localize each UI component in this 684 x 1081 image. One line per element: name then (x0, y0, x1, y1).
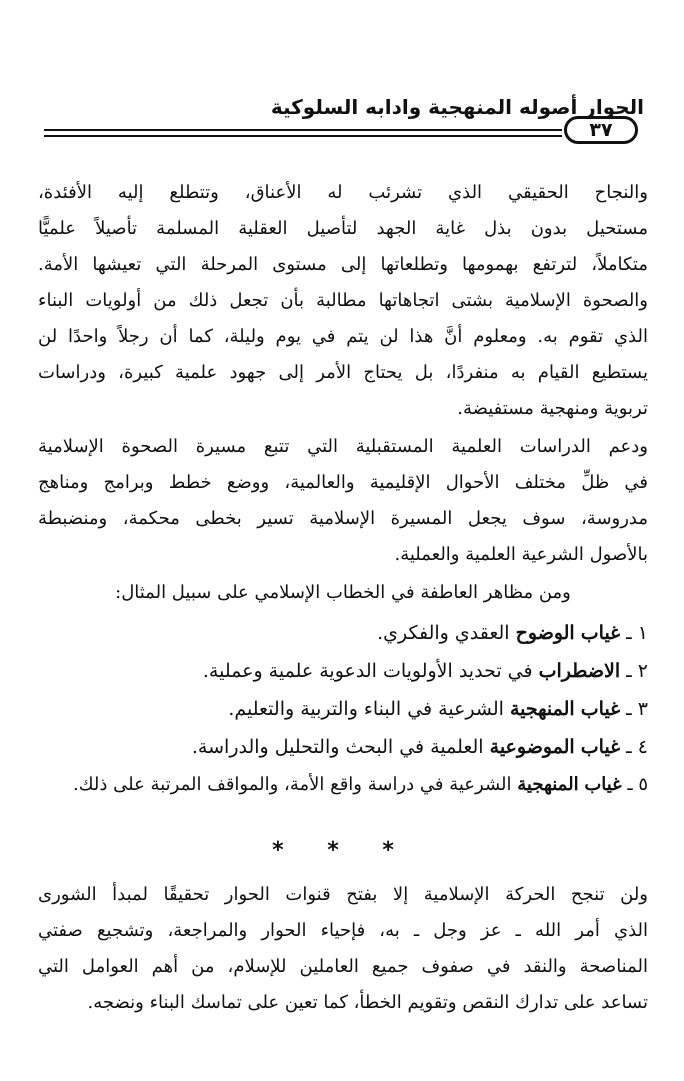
text-line: في ظلِّ مختلف الأحوال الإقليمية والعالمية، ووضع خطط وبرامج ومناهج (38, 472, 648, 493)
list-item: ٢ ـ الاضطراب في تحديد الأولويات الدعوية علمية وعملية. (202, 660, 648, 682)
text-line: متكاملاً، لترتفع بهمومها وتطلعاتها إلى مستوى المرحلة التي تعيشها الأمة. (38, 254, 648, 275)
list-item: ١ ـ غياب الوضوح العقدي والفكري. (377, 622, 648, 644)
section-separator: * * * (272, 838, 412, 863)
list-item: ٥ ـ غياب المنهجية الشرعية في دراسة واقع الأمة، والمواقف المرتبة على ذلك. (73, 774, 648, 795)
rule-line-top (44, 129, 562, 131)
text-line: مدروسة، سوف يجعل المسيرة الإسلامية تسير بخطى محكمة، ومنضبطة (38, 508, 648, 529)
text-line: بالأصول الشرعية العلمية والعملية. (394, 544, 648, 565)
list-intro: ومن مظاهر العاطفة في الخطاب الإسلامي على سبيل المثال: (115, 582, 571, 603)
text-line: والصحوة الإسلامية بشتى اتجاهاتها مطالبة بأن تجعل ذلك من أولويات البناء (38, 290, 648, 311)
list-item: ٣ ـ غياب المنهجية الشرعية في البناء والتربية والتعليم. (228, 698, 648, 720)
text-line: تربوية ومنهجية مستفيضة. (457, 398, 648, 419)
text-line: ودعم الدراسات العلمية المستقبلية التي تتبع مسيرة الصحوة الإسلامية (38, 436, 648, 457)
text-line: مستحيل بدون بذل غاية الجهد لتأصيل العقلية المسلمة تأصيلاً علميًّا (38, 218, 648, 239)
text-line: المناصحة والنقد في صفوف جميع العاملين للإسلام، من أهم العوامل التي (38, 956, 648, 977)
text-line: الذي أمر الله ـ عز وجل ـ به، فإحياء الحوار والمراجعة، وتشجيع صفتي (38, 920, 648, 941)
text-line: والنجاح الحقيقي الذي تشرئب له الأعناق، وتتطلع إليه الأفئدة، (38, 182, 648, 203)
rule-line-bottom (44, 135, 562, 137)
list-item: ٤ ـ غياب الموضوعية العلمية في البحث والتحليل والدراسة. (191, 736, 648, 758)
page-number: ٣٧ (564, 116, 638, 144)
text-line: الذي تقوم به. ومعلوم أنَّ هذا لن يتم في يوم وليلة، كما أن رجلاً واحدًا لن (38, 326, 648, 347)
header-title: الحوار أصوله المنهجية وادابه السلوكية (270, 95, 644, 119)
text-line: يستطيع القيام به منفردًا، بل يحتاج الأمر إلى جهود علمية كبيرة، ودراسات (38, 362, 648, 383)
text-line: تساعد على تدارك النقص وتقويم الخطأ، كما تعين على تماسك البناء ونضجه. (87, 992, 648, 1013)
text-line: ولن تنجح الحركة الإسلامية إلا بفتح قنوات الحوار تحقيقًا لمبدأ الشورى (38, 884, 648, 905)
header-rule (44, 114, 644, 148)
